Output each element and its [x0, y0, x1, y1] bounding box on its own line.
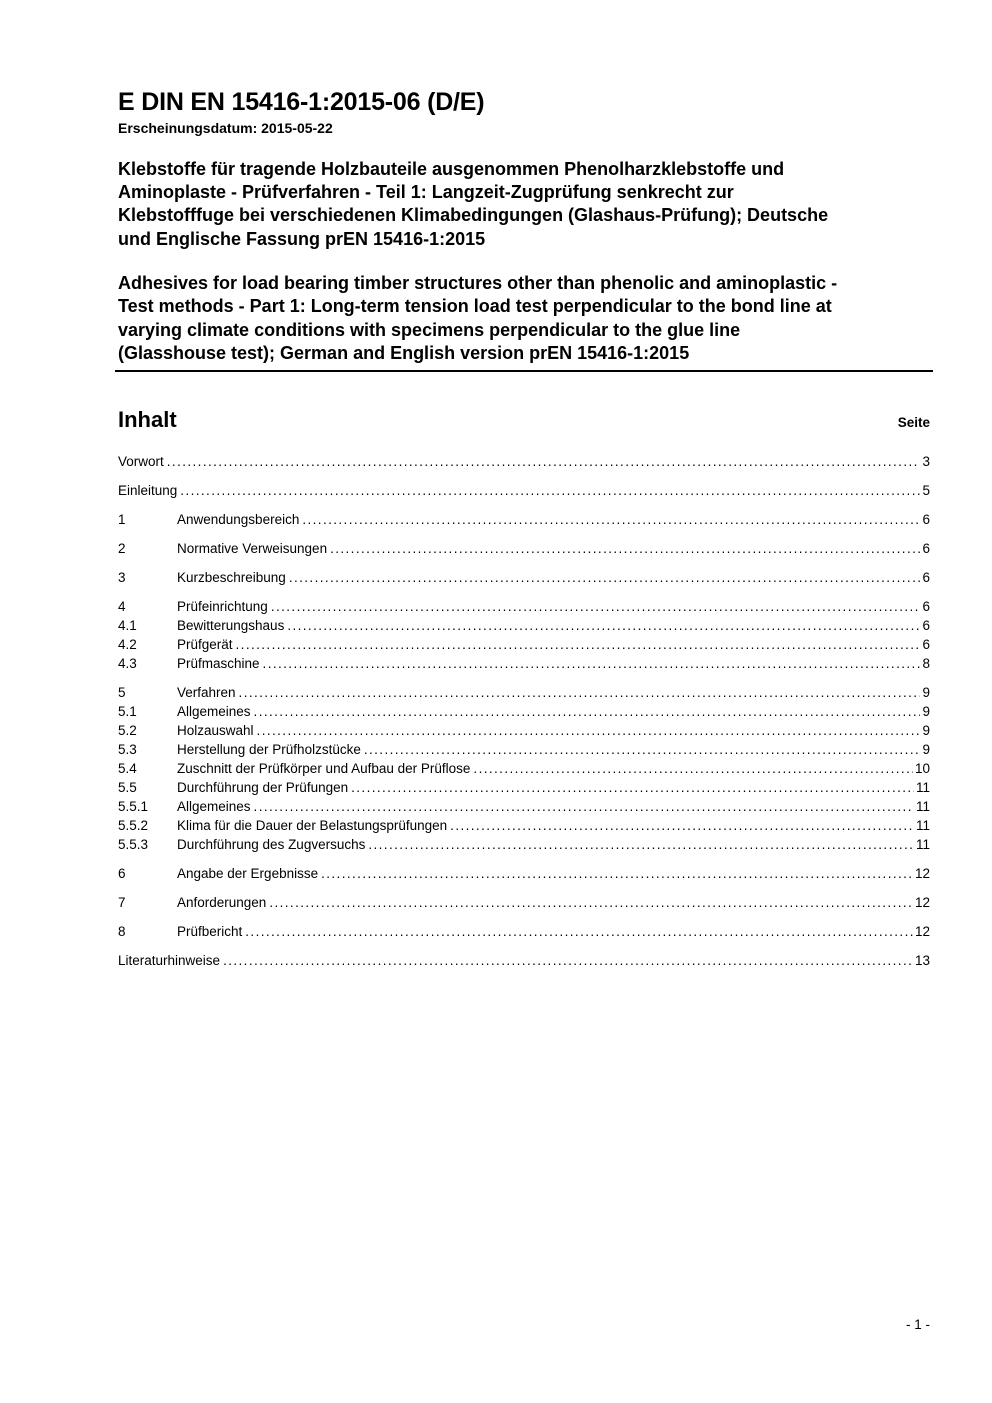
toc-row [118, 510, 930, 529]
toc-row [118, 452, 930, 471]
toc-dot-leader [321, 864, 913, 883]
toc-dot-leader [302, 510, 920, 529]
toc-row [118, 797, 930, 816]
toc-entry-page: 11 [915, 799, 930, 815]
toc-row [118, 759, 930, 778]
toc-heading: Inhalt [118, 407, 177, 433]
toc-row [118, 721, 930, 740]
toc-entry-title: Holzauswahl [177, 723, 254, 739]
title-english-line: varying climate conditions with specimens perpendicular to the glue line [118, 319, 741, 340]
toc-entry-number: 5.2 [118, 723, 137, 739]
toc-row [118, 635, 930, 654]
toc-entry-title: Normative Verweisungen [177, 541, 328, 557]
toc-entry-title: Allgemeines [177, 799, 251, 815]
toc-entry-title: Anforderungen [177, 895, 267, 911]
toc-row [118, 864, 930, 883]
toc-entry-number: 5.5.3 [118, 837, 149, 853]
toc-entry-page: 6 [922, 599, 930, 615]
toc-entry-number: 5.4 [118, 761, 137, 777]
toc-header [118, 407, 930, 433]
toc-dot-leader [330, 539, 920, 558]
toc-entry-number: 4.2 [118, 637, 137, 653]
title-english-line: (Glasshouse test); German and English version prEN 15416-1:2015 [118, 342, 690, 363]
toc-entry-title: Durchführung des Zugversuchs [177, 837, 366, 853]
toc-entry-title: Anwendungsbereich [177, 512, 300, 528]
toc-row [118, 778, 930, 797]
toc-entry-number: 2 [118, 541, 126, 557]
toc-page-column-label: Seite [897, 415, 930, 431]
toc-entry-page: 8 [922, 656, 930, 672]
toc-entry-page: 6 [922, 541, 930, 557]
toc-entry-page: 11 [915, 837, 930, 853]
toc-dot-leader [254, 702, 921, 721]
title-english-line: Adhesives for load bearing timber structures other than phenolic and aminoplastic - [118, 272, 838, 293]
toc-entry-title: Durchführung der Prüfungen [177, 780, 349, 796]
title-english [118, 272, 930, 365]
toc-dot-leader [287, 616, 920, 635]
toc-entry-title: Verfahren [177, 685, 236, 701]
toc-entry-number: 5.5 [118, 780, 137, 796]
toc-entry-title: Kurzbeschreibung [177, 570, 286, 586]
toc-entry-title: Literaturhinweise [118, 953, 221, 969]
title-german-line: Klebstoffe für tragende Holzbauteile ausgenommen Phenolharzklebstoffe und [118, 158, 785, 179]
toc-entry-title: Herstellung der Prüfholzstücke [177, 742, 361, 758]
toc-entry-page: 6 [922, 512, 930, 528]
toc-entry-number: 5.5.1 [118, 799, 149, 815]
toc-entry-title: Prüfgerät [177, 637, 233, 653]
toc-row [118, 951, 930, 970]
toc-entry-page: 12 [914, 924, 930, 940]
toc-dot-leader [473, 759, 913, 778]
toc-dot-leader [167, 452, 921, 471]
page-number-footer: - 1 - [905, 1317, 930, 1332]
toc-row [118, 683, 930, 702]
toc-entry-title: Zuschnitt der Prüfkörper und Aufbau der Prüflose [177, 761, 471, 777]
toc-entry-page: 10 [914, 761, 930, 777]
toc-dot-leader [289, 568, 921, 587]
toc-entry-number: 5.3 [118, 742, 137, 758]
toc-dot-leader [223, 951, 913, 970]
toc-entry-number: 3 [118, 570, 126, 586]
toc-dot-leader [351, 778, 914, 797]
toc-entry-page: 9 [922, 704, 930, 720]
toc-entry-title: Prüfeinrichtung [177, 599, 268, 615]
toc-dot-leader [269, 893, 913, 912]
toc-entry-page: 12 [914, 895, 930, 911]
toc-entry-page: 11 [915, 780, 930, 796]
toc-row [118, 539, 930, 558]
toc-entry-page: 12 [914, 866, 930, 882]
toc-entry-page: 9 [922, 723, 930, 739]
toc-entry-page: 9 [922, 685, 930, 701]
toc-row [118, 835, 930, 854]
toc-row [118, 597, 930, 616]
toc-entry-title: Angabe der Ergebnisse [177, 866, 319, 882]
toc-row [118, 740, 930, 759]
toc-entry-page: 6 [922, 618, 930, 634]
toc-dot-leader [236, 635, 921, 654]
toc-dot-leader [263, 654, 921, 673]
toc-dot-leader [180, 481, 920, 500]
toc-dot-leader [239, 683, 921, 702]
toc-entry-number: 5.5.2 [118, 818, 149, 834]
toc-entry-page: 9 [922, 742, 930, 758]
toc-entry-page: 6 [922, 637, 930, 653]
document-number: E DIN EN 15416-1:2015-06 (D/E) [118, 88, 485, 116]
toc-dot-leader [257, 721, 921, 740]
toc-entry-title: Prüfmaschine [177, 656, 260, 672]
toc-entry-number: 4.1 [118, 618, 137, 634]
publication-date: Erscheinungsdatum: 2015-05-22 [118, 119, 333, 136]
toc-dot-leader [368, 835, 914, 854]
toc-row [118, 481, 930, 500]
toc-row [118, 654, 930, 673]
toc-row [118, 616, 930, 635]
toc-entry-page: 5 [922, 483, 930, 499]
toc-entry-page: 13 [914, 953, 930, 969]
toc-dot-leader [245, 922, 913, 941]
toc-dot-leader [271, 597, 921, 616]
toc-entry-number: 5.1 [118, 704, 137, 720]
toc-entry-title: Klima für die Dauer der Belastungsprüfungen [177, 818, 448, 834]
toc-dot-leader [254, 797, 914, 816]
toc-row [118, 893, 930, 912]
title-german-line: Aminoplaste - Prüfverfahren - Teil 1: Langzeit-Zugprüfung senkrecht zur [118, 182, 734, 203]
toc-list [118, 452, 930, 970]
title-english-line: Test methods - Part 1: Long-term tension load test perpendicular to the bond line at [118, 296, 832, 317]
title-separator-rule [115, 370, 933, 372]
toc-entry-number: 6 [118, 866, 126, 882]
toc-entry-number: 4 [118, 599, 126, 615]
title-german [118, 158, 930, 251]
toc-entry-page: 11 [915, 818, 930, 834]
toc-entry-number: 8 [118, 924, 126, 940]
title-german-line: Klebstofffuge bei verschiedenen Klimabedingungen (Glashaus-Prüfung); Deutsche [118, 205, 829, 226]
toc-entry-number: 1 [118, 512, 126, 528]
toc-row [118, 816, 930, 835]
toc-entry-number: 4.3 [118, 656, 137, 672]
toc-dot-leader [364, 740, 921, 759]
toc-row [118, 568, 930, 587]
toc-entry-number: 5 [118, 685, 126, 701]
toc-entry-title: Allgemeines [177, 704, 251, 720]
toc-entry-page: 3 [922, 454, 930, 470]
toc-dot-leader [450, 816, 914, 835]
toc-row [118, 922, 930, 941]
title-german-line: und Englische Fassung prEN 15416-1:2015 [118, 228, 486, 249]
toc-entry-title: Vorwort [118, 454, 164, 470]
toc-entry-title: Einleitung [118, 483, 178, 499]
toc-entry-page: 6 [922, 570, 930, 586]
toc-entry-number: 7 [118, 895, 126, 911]
toc-entry-title: Bewitterungshaus [177, 618, 285, 634]
toc-entry-title: Prüfbericht [177, 924, 243, 940]
toc-row [118, 702, 930, 721]
